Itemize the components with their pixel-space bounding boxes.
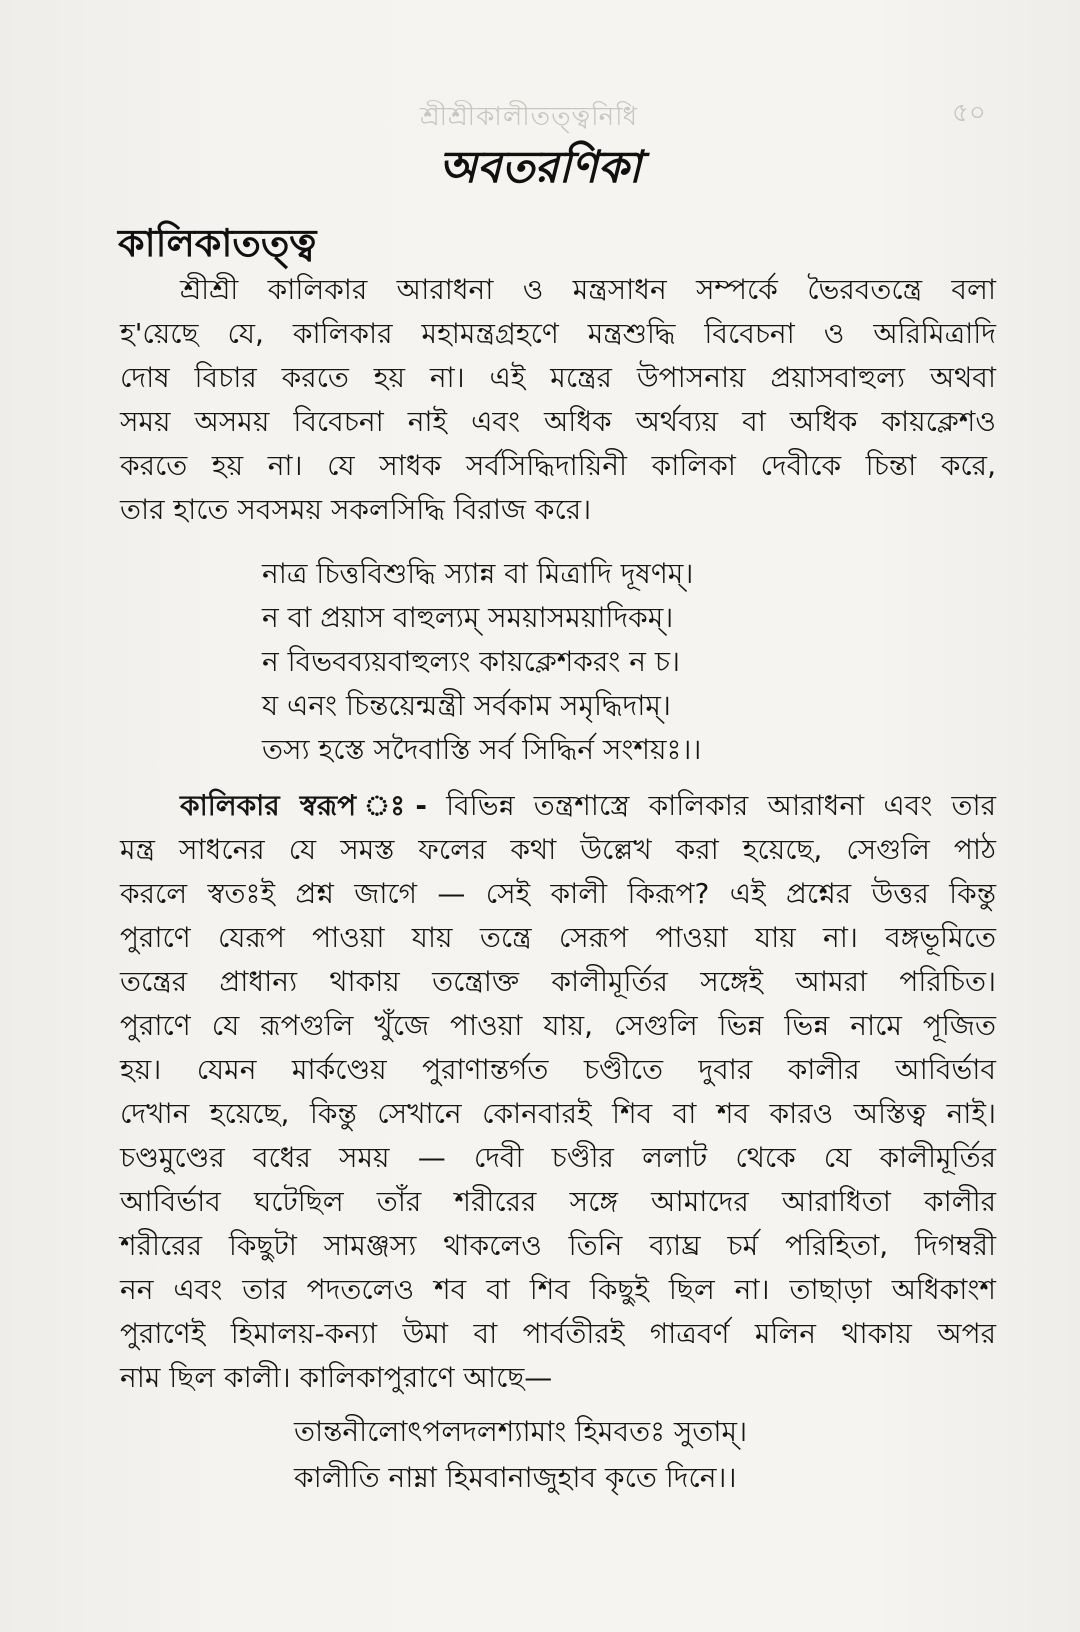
paragraph-line: পুরাণেই হিমালয়-কন্যা উমা বা পার্বতীরই গাত্রবর্ণ মলিন থাকায় অপর [120, 1317, 996, 1350]
verse-line: ন বিভবব্যয়বাহুল্যং কায়ক্লেশকরং ন চ। [262, 645, 680, 678]
paragraph-line-rest: বিভিন্ন তন্ত্রশাস্ত্রে কালিকার আরাধনা এবং তার [426, 789, 996, 822]
paragraph-line: দোষ বিচার করতে হয় না। এই মন্ত্রের উপাসনায় প্রয়াসবাহুল্য অথবা [120, 361, 996, 394]
paragraph-line: হ'য়েছে যে, কালিকার মহামন্ত্রগ্রহণে মন্ত্রশুদ্ধি বিবেচনা ও অরিমিত্রাদি [120, 317, 996, 350]
paragraph-line: করতে হয় না। যে সাধক সর্বসিদ্ধিদায়িনী কালিকা দেবীকে চিন্তা করে, [120, 449, 996, 482]
paragraph-line: পুরাণে যেরূপ পাওয়া যায় তন্ত্রে সেরূপ পাওয়া যায় না। বঙ্গভূমিতে [120, 921, 996, 954]
verse-line: তান্তনীলোৎপলদলশ্যামাং হিমবতঃ সুতাম্। [294, 1415, 748, 1448]
paragraph-line: শ্রীশ্রী কালিকার আরাধনা ও মন্ত্রসাধন সম্পর্কে ভৈরবতন্ত্রে বলা [180, 273, 996, 306]
paragraph-line: তার হাতে সবসময় সকলসিদ্ধি বিরাজ করে। [120, 493, 592, 526]
paragraph-line: নন এবং তার পদতলেও শব বা শিব কিছুই ছিল না। তাছাড়া অধিকাংশ [120, 1273, 996, 1306]
running-head: শ্রীশ্রীকালীতত্ত্বনিধি [420, 102, 639, 132]
page-number: ৫০ [952, 98, 986, 128]
verse-line: য এনং চিন্তয়েন্মন্ত্রী সর্বকাম সমৃদ্ধিদাম্। [262, 689, 671, 722]
paragraph-line: হয়। যেমন মার্কণ্ডেয় পুরাণান্তর্গত চণ্ডীতে দুবার কালীর আবির্ভাব [120, 1053, 996, 1086]
chapter-title: অবতরণিকা [438, 142, 642, 193]
paragraph-line: সময় অসময় বিবেচনা নাই এবং অধিক অর্থব্যয় বা অধিক কায়ক্লেশও [120, 405, 996, 438]
paragraph-line: নাম ছিল কালী। কালিকাপুরাণে আছে— [120, 1361, 553, 1394]
paragraph-line: শরীরের কিছুটা সামঞ্জস্য থাকলেও তিনি ব্যাঘ্র চর্ম পরিহিতা, দিগম্বরী [120, 1229, 996, 1262]
term-label: কালিকার স্বরূপ ঃ- [180, 789, 427, 822]
paragraph-line: পুরাণে যে রূপগুলি খুঁজে পাওয়া যায়, সেগুলি ভিন্ন ভিন্ন নামে পূজিত [120, 1009, 996, 1042]
paragraph-line [180, 784, 996, 828]
verse-line: ন বা প্রয়াস বাহুল্যম্ সময়াসময়াদিকম্। [262, 601, 674, 634]
paragraph-line: তন্ত্রের প্রাধান্য থাকায় তন্ত্রোক্ত কালীমূর্তির সঙ্গেই আমরা পরিচিত। [120, 965, 996, 998]
section-heading: কালিকাতত্ত্ব [118, 221, 317, 265]
paragraph-line: করলে স্বতঃই প্রশ্ন জাগে — সেই কালী কিরূপ? এই প্রশ্নের উত্তর কিন্তু [120, 877, 996, 910]
paragraph-line: চণ্ডমুণ্ডের বধের সময় — দেবী চণ্ডীর ললাট থেকে যে কালীমূর্তির [120, 1141, 996, 1174]
paragraph-line: দেখান হয়েছে, কিন্তু সেখানে কোনবারই শিব বা শব কারও অস্তিত্ব নাই। [120, 1097, 996, 1130]
verse-line: তস্য হস্তে সদৈবাস্তি সর্ব সিদ্ধির্ন সংশয়ঃ।। [262, 733, 702, 766]
paragraph-line: মন্ত্র সাধনের যে সমস্ত ফলের কথা উল্লেখ করা হয়েছে, সেগুলি পাঠ [120, 833, 996, 866]
paragraph-line: আবির্ভাব ঘটেছিল তাঁর শরীরের সঙ্গে আমাদের আরাধিতা কালীর [120, 1185, 996, 1218]
verse-line: কালীতি নাম্না হিমবানাজুহাব কৃতে দিনে।। [294, 1461, 737, 1494]
verse-line: নাত্র চিত্তবিশুদ্ধি স্যান্ন বা মিত্রাদি দূষণম্। [262, 557, 694, 590]
